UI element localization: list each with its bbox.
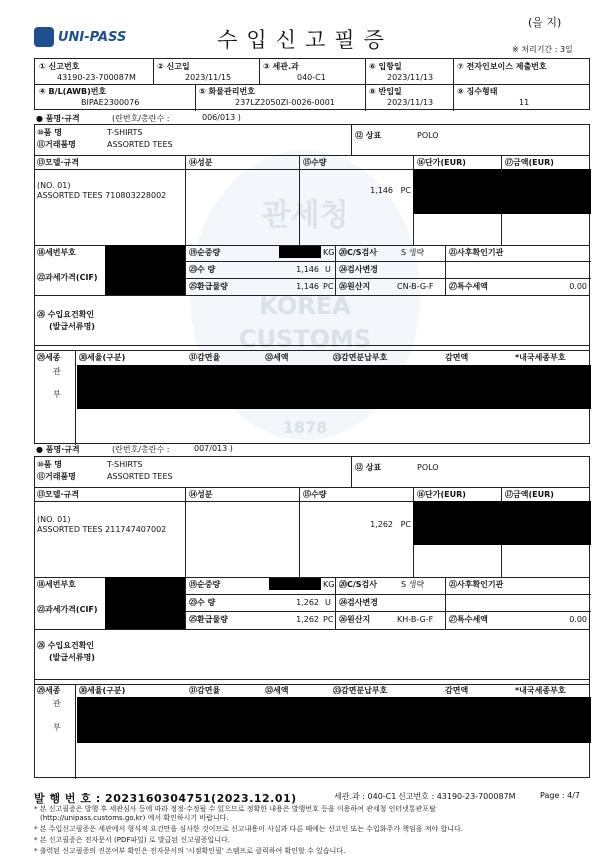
- hs-label: ⑱세번부호: [37, 580, 76, 589]
- report-no-label: ① 신고번호: [39, 62, 80, 71]
- product-value: T-SHIRTS: [107, 460, 143, 469]
- net-unit: KG: [323, 580, 335, 589]
- reduction-rate-label: ㉛감면율: [189, 686, 221, 695]
- refund-value: 1,146: [296, 282, 319, 291]
- refund-unit: PC: [323, 282, 334, 291]
- item-band-sub: (란번호/총란수 :: [112, 114, 170, 123]
- model-value: ASSORTED TEES 211747407002: [37, 525, 167, 534]
- inspect-label: ㉔검사변경: [339, 598, 378, 607]
- item-no: (NO. 01): [37, 181, 71, 190]
- qty2-label: ㉓수 량: [189, 598, 216, 607]
- page-title: 수입신고필증: [217, 28, 393, 52]
- req-label: ㉘ 수입요건확인: [37, 310, 95, 319]
- cs-label: ⑳C/S검사: [339, 580, 378, 589]
- cs-value: S 생략: [401, 248, 425, 257]
- watermark-text-korean: 관세청: [261, 198, 349, 233]
- cs-value: S 생략: [401, 580, 425, 589]
- redacted-amount: [413, 501, 591, 545]
- item-band-label: ● 품명·규격: [36, 445, 80, 454]
- qty2-unit: U: [325, 598, 331, 607]
- tax-rate-label: ㉚세율(구분): [79, 353, 126, 362]
- tax-type-label: ㉙세종: [37, 686, 61, 695]
- brand-label: ⑫ 상표: [355, 131, 382, 140]
- collection-value: 11: [519, 98, 530, 107]
- special-value: 0.00: [569, 615, 587, 624]
- special-label: ㉗특수세액: [449, 282, 488, 291]
- row-bu: 부: [53, 390, 61, 399]
- item-band-count: 007/013 ): [194, 444, 233, 453]
- amount-label: ⑰금액(EUR): [505, 490, 554, 499]
- logo-text: UNI-PASS: [58, 29, 127, 45]
- brand-value: POLO: [417, 463, 439, 472]
- product-label: ⑩품 명: [37, 460, 63, 469]
- report-date-label: ② 신고일: [157, 62, 190, 71]
- tax-amount-label: ㉜세액: [265, 353, 289, 362]
- comp-label: ⑭성분: [189, 158, 213, 167]
- refund-label: ㉕환급물량: [189, 282, 228, 291]
- qty2-label: ㉓수 량: [189, 265, 216, 274]
- watermark-text-korea: KOREA: [259, 292, 351, 320]
- unit-price-label: ⑯단가(EUR): [417, 490, 466, 499]
- qty-unit: PC: [400, 520, 411, 529]
- qty2-unit: U: [325, 265, 331, 274]
- redacted-hs: [105, 245, 185, 295]
- special-value: 0.00: [569, 282, 587, 291]
- trade-label: ⑪거래품명: [37, 140, 76, 149]
- issue-number: 발 행 번 호 : 2023160304751(2023.12.01): [34, 792, 297, 805]
- item-no: (NO. 01): [37, 515, 71, 524]
- item-band-label: ● 품명·규격: [36, 114, 80, 123]
- qty2-value: 1,146: [296, 265, 319, 274]
- redacted-net: [279, 246, 321, 258]
- reduction-amount-label: 감면액: [445, 686, 469, 695]
- origin-value: CN-B-G-F: [397, 282, 434, 291]
- net-unit: KG: [323, 248, 335, 257]
- arrival-label: ⑥ 입항일: [369, 62, 402, 71]
- model-value: ASSORTED TEES 710803228002: [37, 191, 167, 200]
- item-band-sub: (란번호/총란수 :: [112, 445, 170, 454]
- domestic-code-label: *내국세종부호: [515, 353, 566, 362]
- cargo-value: 237LZ2050ZI-0026-0001: [235, 98, 335, 107]
- dutiable-label: ㉒과세가격(CIF): [37, 605, 98, 614]
- qty2-value: 1,262: [296, 598, 319, 607]
- footer-note-4: * 출력된 신고필증의 진본여부 확인은 전자문서의 '시점확인필' 스탬프로 클릭하여 확인할 수 있습니다.: [34, 847, 346, 855]
- reduction-code-label: ㉝감면분납부호: [333, 686, 388, 695]
- tax-type-label: ㉙세종: [37, 353, 61, 362]
- row-gwan: 관: [53, 699, 61, 708]
- footer-note-2: * 본 수입신고필증은 세관에서 형식적 요건만을 심사한 것이므로 신고내용이 사실과 다른 때에는 신고인 또는 수입화주가 책임을 져야 합니다.: [34, 825, 463, 833]
- tax-amount-label: ㉜세액: [265, 686, 289, 695]
- redacted-hs: [105, 577, 185, 629]
- bl-label: ④ B/L(AWB)번호: [39, 87, 107, 96]
- arrival-value: 2023/11/13: [387, 73, 434, 82]
- qty-value: 1,262: [370, 520, 393, 529]
- footer-page: Page : 4/7: [540, 791, 581, 800]
- reduction-code-label: ㉝감면분납부호: [333, 353, 388, 362]
- amount-label: ⑰금액(EUR): [505, 158, 554, 167]
- special-label: ㉗특수세액: [449, 615, 488, 624]
- footer-note-1b: (http://unipass.customs.go.kr) 에서 확인하시기 바랍니다.: [40, 814, 229, 822]
- qty-unit: PC: [400, 186, 411, 195]
- carry-in-label: ⑧ 반입일: [369, 87, 402, 96]
- reduction-amount-label: 감면액: [445, 353, 469, 362]
- qty-label: ⑮수량: [303, 490, 327, 499]
- footer-customs: 세관.과 : 040-C1: [334, 792, 397, 801]
- brand-label: ⑫ 상표: [355, 463, 382, 472]
- dutiable-label: ㉒과세가격(CIF): [37, 273, 98, 282]
- cs-label: ⑳C/S검사: [339, 248, 378, 257]
- collection-label: ⑨ 징수형태: [457, 87, 498, 96]
- qty-label: ⑮수량: [303, 158, 327, 167]
- post-label: ㉑사후확인기관: [449, 248, 504, 257]
- net-label: ⑲순중량: [189, 248, 221, 257]
- row-bu: 부: [53, 723, 61, 732]
- qty-value: 1,146: [370, 186, 393, 195]
- watermark-text-customs: CUSTOMS: [238, 325, 372, 353]
- tax-rate-label: ㉚세율(구분): [79, 686, 126, 695]
- req-sub: (발급서류명): [49, 653, 95, 662]
- model-label: ⑬모델·규격: [37, 490, 79, 499]
- redacted-tax-rows: [77, 365, 591, 409]
- model-label: ⑬모델·규격: [37, 158, 79, 167]
- carry-in-value: 2023/11/13: [387, 98, 434, 107]
- req-sub: (발급서류명): [49, 322, 95, 331]
- origin-label: ㉖원산지: [339, 615, 371, 624]
- item-table-2: [34, 456, 590, 778]
- refund-label: ㉕환급물량: [189, 615, 228, 624]
- report-no-value: 43190-23-700087M: [57, 73, 136, 82]
- inspect-label: ㉔검사변경: [339, 265, 378, 274]
- customs-value: 040-C1: [297, 73, 326, 82]
- product-label: ⑩품 명: [37, 128, 63, 137]
- refund-value: 1,262: [296, 615, 319, 624]
- origin-label: ㉖원산지: [339, 282, 371, 291]
- row-gwan: 관: [53, 367, 61, 376]
- report-date-value: 2023/11/15: [185, 73, 232, 82]
- redacted-amount: [413, 169, 591, 214]
- top-info-table: [34, 58, 590, 110]
- trade-value: ASSORTED TEES: [107, 472, 173, 481]
- refund-unit: PC: [323, 615, 334, 624]
- origin-value: KH-B-G-F: [397, 615, 434, 624]
- cargo-label: ⑤ 화물관리번호: [199, 87, 255, 96]
- product-value: T-SHIRTS: [107, 128, 143, 137]
- watermark-text-year: 1878: [282, 418, 328, 437]
- bl-value: BIPAE2300076: [81, 98, 140, 107]
- trade-label: ⑪거래품명: [37, 472, 76, 481]
- hs-label: ⑱세번부호: [37, 248, 76, 257]
- net-label: ⑲순중량: [189, 580, 221, 589]
- copy-mark: (을 지): [528, 16, 562, 29]
- domestic-code-label: *내국세종부호: [515, 686, 566, 695]
- footer-note-3: * 본 신고필증은 전자문서 (PDF파일) 로 발급된 신고필증입니다.: [34, 836, 230, 844]
- einvoice-label: ⑦ 전자인보이스 제출번호: [457, 62, 547, 71]
- req-label: ㉘ 수입요건확인: [37, 641, 95, 650]
- footer-report-no: 신고번호 : 43190-23-700087M: [398, 792, 516, 801]
- trade-value: ASSORTED TEES: [107, 140, 173, 149]
- customs-label: ③ 세관.과: [263, 62, 299, 71]
- redacted-net: [269, 578, 321, 590]
- brand-value: POLO: [417, 131, 439, 140]
- reduction-rate-label: ㉛감면율: [189, 353, 221, 362]
- post-label: ㉑사후확인기관: [449, 580, 504, 589]
- footer-note-1: * 본 신고필증은 발행 후 세관심사 등에 따라 정정·수정될 수 있으므로 정확한 내용은 발행번호 등을 이용하여 관세청 인터넷통관포탈: [34, 805, 436, 813]
- redacted-tax-rows: [77, 697, 591, 743]
- unit-price-label: ⑯단가(EUR): [417, 158, 466, 167]
- item-band-count: 006/013 ): [202, 113, 241, 122]
- processing-period: ※ 처리기간 : 3일: [512, 45, 573, 54]
- comp-label: ⑭성분: [189, 490, 213, 499]
- item-table-1: [34, 124, 590, 444]
